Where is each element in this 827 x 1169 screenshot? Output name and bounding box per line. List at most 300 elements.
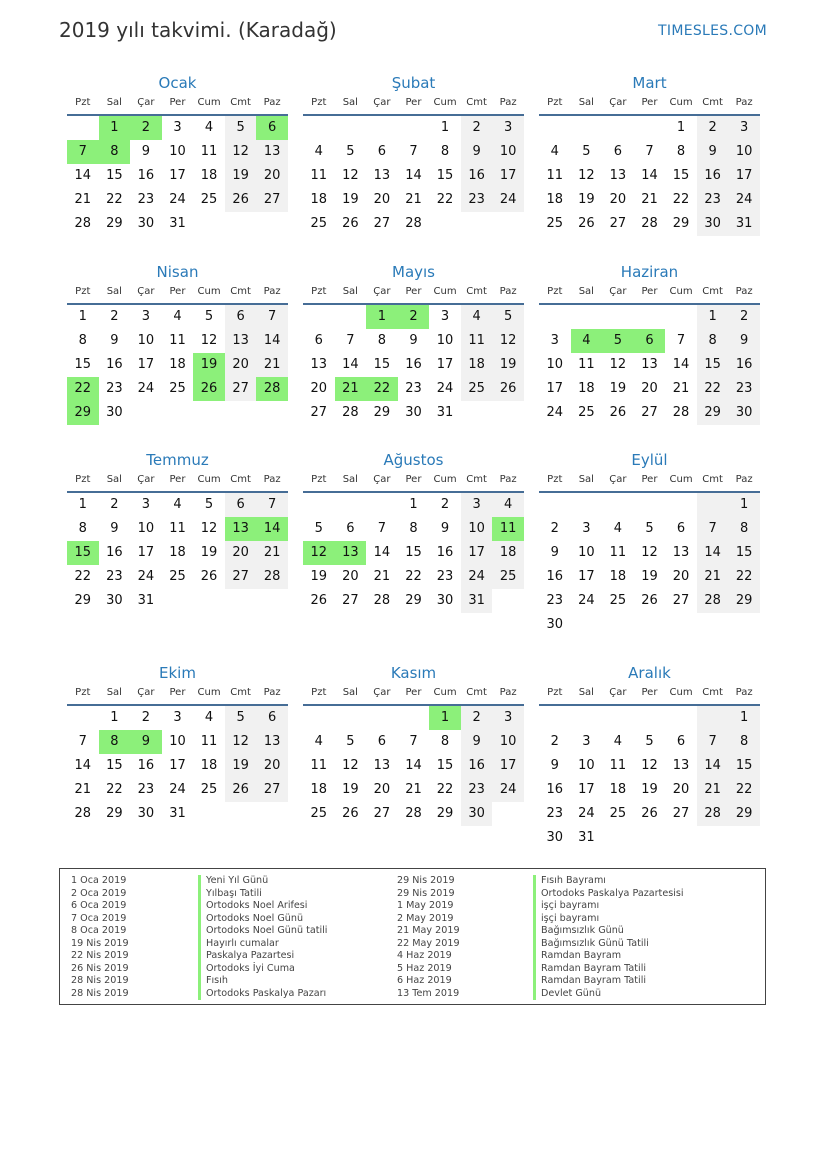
empty-cell [634,826,666,850]
day-cell: 9 [110,521,119,536]
day-cell: 30 [137,216,155,231]
day-cell: 22 [405,569,422,584]
day-cell: 24 [492,778,524,802]
empty-cell [303,116,335,140]
day-cell: 29 [728,802,760,826]
month-calendar [67,259,288,425]
weekday-label: Sal [106,474,122,485]
empty-cell [571,493,603,517]
month-name: Mart [632,74,667,92]
weekday-label: Paz [499,687,517,698]
day-cell: 10 [169,144,186,159]
legend-holiday-name: işçi bayramı [533,900,684,913]
day-cell: 12 [342,168,359,183]
day-cell: 1 [429,706,461,730]
day-cell: 17 [436,357,454,372]
day-cell: 27 [672,806,690,821]
weekday-label: Çar [373,97,391,108]
day-cell: 10 [137,521,155,536]
weekday-label: Per [641,474,658,485]
legend-date: 22 Nis 2019 [71,950,129,961]
weekday-label: Cum [669,97,693,108]
weekday-label: Pzt [547,286,563,297]
day-cell: 11 [609,758,627,773]
day-cell: 24 [578,806,595,821]
day-cell: 21 [697,778,729,802]
empty-cell [571,305,603,329]
day-cell: 11 [492,517,524,541]
day-cell: 7 [346,333,355,348]
day-cell: 3 [461,493,493,517]
empty-cell [602,493,634,517]
legend-date: 13 Tem 2019 [397,987,460,999]
day-cell: 21 [641,192,658,207]
day-grid [303,116,524,236]
day-cell: 30 [697,212,729,236]
empty-cell [335,493,367,517]
month-name: Ağustos [383,451,444,469]
empty-cell [571,706,603,730]
month-calendar [303,447,524,613]
day-cell: 19 [225,164,257,188]
day-cell: 23 [137,782,155,797]
weekday-header [539,471,760,493]
legend-holiday-name: Yeni Yıl Günü [198,875,327,888]
day-cell: 4 [613,734,623,749]
day-cell: 8 [99,730,131,754]
day-cell: 28 [342,405,359,420]
day-cell: 19 [193,353,225,377]
day-cell: 8 [728,730,760,754]
legend-holiday-name: Fısıh [198,975,327,988]
day-cell: 25 [461,377,493,401]
weekday-label: Sal [342,687,358,698]
empty-cell [398,116,430,140]
day-cell: 7 [645,144,654,159]
day-cell: 17 [578,569,595,584]
day-cell: 29 [67,401,99,425]
day-cell: 31 [728,212,760,236]
empty-cell [602,116,634,140]
day-cell: 22 [366,377,398,401]
day-cell: 14 [256,329,288,353]
day-cell: 5 [346,144,355,159]
weekday-label: Çar [609,286,627,297]
day-cell: 15 [436,168,454,183]
day-cell: 18 [200,758,218,773]
weekday-label: Cmt [230,97,251,108]
day-cell: 29 [74,593,92,608]
empty-cell [634,613,666,637]
weekday-label: Per [405,474,422,485]
weekday-label: Çar [137,286,155,297]
day-cell: 10 [728,140,760,164]
day-cell: 7 [256,493,288,517]
day-cell: 28 [256,565,288,589]
day-cell: 14 [672,357,690,372]
day-cell: 25 [200,782,218,797]
day-grid [67,305,288,425]
day-cell: 14 [641,168,658,183]
month-name: Ocak [158,74,197,92]
month-calendar [539,259,760,425]
empty-cell [697,826,729,850]
weekday-label: Sal [106,286,122,297]
empty-cell [366,116,398,140]
empty-cell [225,802,257,826]
day-cell: 20 [609,192,627,207]
month-calendar [539,447,760,637]
empty-cell [398,706,430,730]
day-cell: 25 [578,405,595,420]
day-grid [67,706,288,826]
day-cell: 26 [578,216,595,231]
weekday-label: Paz [499,286,517,297]
day-grid [539,116,760,236]
day-cell: 7 [67,140,99,164]
weekday-header [67,94,288,116]
weekday-label: Cmt [466,286,487,297]
day-grid [539,493,760,637]
day-cell: 8 [697,329,729,353]
day-cell: 26 [492,377,524,401]
weekday-label: Pzt [547,97,563,108]
day-cell: 29 [436,806,454,821]
day-cell: 27 [310,405,328,420]
day-cell: 13 [256,730,288,754]
legend-date: 28 Nis 2019 [71,987,129,999]
month-calendar [303,259,524,425]
weekday-label: Çar [137,687,155,698]
day-cell: 9 [728,329,760,353]
weekday-label: Sal [578,97,594,108]
day-cell: 5 [204,309,214,324]
day-cell: 9 [550,545,559,560]
day-cell: 27 [672,593,690,608]
weekday-label: Cmt [230,286,251,297]
day-cell: 13 [256,140,288,164]
day-cell: 6 [676,734,686,749]
day-cell: 30 [137,806,155,821]
day-cell: 1 [78,497,87,512]
day-cell: 16 [461,164,493,188]
day-cell: 26 [641,593,658,608]
day-cell: 29 [373,405,391,420]
day-cell: 27 [373,806,391,821]
legend-holiday-name: Bağımsızlık Günü [533,925,684,938]
weekday-label: Paz [499,474,517,485]
day-cell: 25 [200,192,218,207]
day-cell: 10 [436,333,454,348]
weekday-label: Sal [578,687,594,698]
month-calendar [67,70,288,236]
day-cell: 11 [310,758,328,773]
day-cell: 6 [634,329,666,353]
day-cell: 4 [314,144,323,159]
day-cell: 10 [492,140,524,164]
day-cell: 20 [672,782,690,797]
day-cell: 27 [609,216,627,231]
day-cell: 4 [461,305,493,329]
day-cell: 21 [256,353,288,377]
day-cell: 5 [645,734,654,749]
month-calendar [539,70,760,236]
day-cell: 9 [461,140,493,164]
day-cell: 22 [672,192,690,207]
empty-cell [256,589,288,613]
day-cell: 9 [440,521,450,536]
day-cell: 28 [373,593,391,608]
empty-cell [303,706,335,730]
month-name: Ekim [159,664,196,682]
day-cell: 1 [409,497,418,512]
empty-cell [225,401,257,425]
weekday-header [67,684,288,706]
legend-holiday-name: Ortodoks İyi Cuma [198,963,327,976]
weekday-label: Pzt [75,97,91,108]
day-cell: 19 [342,192,359,207]
day-cell: 18 [546,192,564,207]
empty-cell [366,493,398,517]
weekday-label: Sal [106,687,122,698]
day-cell: 12 [492,329,524,353]
weekday-label: Çar [137,474,155,485]
weekday-label: Cmt [702,687,723,698]
day-cell: 19 [641,569,658,584]
legend-dates-col-2 [397,875,460,1000]
day-cell: 28 [256,377,288,401]
day-cell: 19 [492,353,524,377]
weekday-label: Paz [735,286,753,297]
day-cell: 8 [409,521,418,536]
day-cell: 17 [578,782,595,797]
day-cell: 22 [67,377,99,401]
day-cell: 11 [169,521,186,536]
day-cell: 16 [461,754,493,778]
weekday-label: Paz [263,97,281,108]
day-grid [303,706,524,826]
day-cell: 1 [78,309,87,324]
weekday-label: Per [405,286,422,297]
weekday-label: Per [169,474,186,485]
empty-cell [67,116,99,140]
day-cell: 24 [137,569,155,584]
day-cell: 5 [582,144,591,159]
day-cell: 1 [697,305,729,329]
day-grid [303,493,524,613]
day-cell: 6 [225,305,257,329]
legend-date: 21 May 2019 [397,925,460,936]
day-cell: 20 [225,541,257,565]
day-cell: 14 [405,758,422,773]
legend-holiday-name: Fısıh Bayramı [533,875,684,888]
day-cell: 12 [200,333,218,348]
day-cell: 28 [74,216,92,231]
day-cell: 23 [137,192,155,207]
weekday-label: Per [169,97,186,108]
empty-cell [492,589,524,613]
day-cell: 23 [461,188,493,212]
day-cell: 13 [225,329,257,353]
day-cell: 16 [106,545,123,560]
day-cell: 6 [256,706,288,730]
day-cell: 17 [728,164,760,188]
day-cell: 3 [141,309,151,324]
day-cell: 8 [728,517,760,541]
empty-cell [539,116,571,140]
day-cell: 15 [67,541,99,565]
day-cell: 7 [256,305,288,329]
weekday-label: Per [169,687,186,698]
day-cell: 18 [578,381,595,396]
day-cell: 4 [613,521,623,536]
brand-link[interactable]: TIMESLES.COM [658,23,767,39]
day-cell: 9 [409,333,418,348]
month-calendar [539,660,760,850]
day-cell: 19 [225,754,257,778]
page-title: 2019 yılı takvimi. (Karadağ) [59,18,337,42]
day-cell: 27 [641,405,658,420]
day-cell: 18 [310,782,328,797]
day-cell: 18 [461,353,493,377]
empty-cell [193,802,225,826]
day-cell: 21 [373,569,391,584]
month-calendar [303,70,524,236]
empty-cell [335,305,367,329]
day-cell: 4 [550,144,559,159]
legend-date: 28 Nis 2019 [71,975,129,986]
day-cell: 10 [578,758,595,773]
empty-cell [602,613,634,637]
day-cell: 26 [342,216,359,231]
day-cell: 3 [582,521,591,536]
day-cell: 3 [440,309,450,324]
day-cell: 2 [398,305,430,329]
day-cell: 23 [106,569,123,584]
legend-date: 19 Nis 2019 [71,937,129,949]
weekday-label: Per [641,286,658,297]
weekday-header [303,471,524,493]
empty-cell [366,706,398,730]
day-cell: 27 [225,565,257,589]
day-cell: 20 [256,754,288,778]
day-cell: 15 [106,168,123,183]
day-cell: 15 [728,754,760,778]
weekday-label: Pzt [311,286,327,297]
weekday-label: Pzt [311,474,327,485]
weekday-label: Cmt [230,474,251,485]
empty-cell [492,401,524,425]
day-cell: 16 [546,569,564,584]
day-cell: 4 [204,710,214,725]
day-cell: 1 [110,710,119,725]
empty-cell [492,212,524,236]
month-name: Kasım [390,664,437,682]
day-cell: 27 [256,778,288,802]
day-cell: 6 [225,493,257,517]
empty-cell [303,305,335,329]
day-cell: 6 [346,521,355,536]
day-cell: 21 [672,381,690,396]
day-cell: 19 [200,545,218,560]
day-cell: 11 [578,357,595,372]
day-cell: 23 [461,778,493,802]
day-cell: 17 [137,357,155,372]
weekday-label: Cum [433,97,457,108]
day-cell: 11 [461,329,493,353]
day-cell: 26 [225,188,257,212]
weekday-label: Paz [735,97,753,108]
empty-cell [539,305,571,329]
day-cell: 1 [728,706,760,730]
day-cell: 3 [550,333,559,348]
holiday-legend [59,868,766,1005]
day-cell: 17 [169,168,186,183]
weekday-label: Cmt [466,97,487,108]
day-cell: 26 [193,377,225,401]
weekday-label: Çar [373,286,391,297]
day-cell: 31 [169,216,186,231]
day-cell: 12 [303,541,335,565]
weekday-label: Sal [578,474,594,485]
day-cell: 20 [310,381,328,396]
legend-holiday-name: Ortodoks Noel Günü tatili [198,925,327,938]
empty-cell [602,706,634,730]
day-cell: 28 [405,216,422,231]
weekday-header [539,94,760,116]
day-cell: 2 [130,116,162,140]
day-cell: 26 [342,806,359,821]
month-name: Aralık [628,664,671,682]
weekday-label: Paz [263,687,281,698]
weekday-label: Çar [609,687,627,698]
day-cell: 30 [436,593,454,608]
day-cell: 17 [492,164,524,188]
day-grid [539,706,760,850]
weekday-label: Cmt [466,687,487,698]
day-cell: 14 [373,545,391,560]
weekday-label: Çar [609,474,627,485]
day-cell: 6 [676,521,686,536]
day-cell: 21 [74,782,92,797]
day-cell: 18 [609,569,627,584]
weekday-label: Pzt [75,286,91,297]
weekday-label: Cum [433,286,457,297]
day-cell: 22 [697,377,729,401]
month-name: Mayıs [392,263,435,281]
day-cell: 18 [200,168,218,183]
weekday-label: Paz [735,687,753,698]
empty-cell [728,826,760,850]
day-cell: 15 [728,541,760,565]
day-cell: 22 [106,192,123,207]
day-cell: 3 [492,116,524,140]
day-cell: 1 [366,305,398,329]
day-cell: 3 [173,710,182,725]
empty-cell [634,706,666,730]
legend-holiday-name: Devlet Günü [533,988,684,1001]
day-cell: 8 [78,521,87,536]
day-cell: 5 [492,305,524,329]
day-cell: 30 [405,405,422,420]
day-cell: 30 [728,401,760,425]
weekday-label: Cum [197,286,221,297]
day-cell: 14 [405,168,422,183]
month-name: Temmuz [146,451,209,469]
day-cell: 21 [405,782,422,797]
legend-holiday-name: Hayırlı cumalar [198,938,327,951]
empty-cell [335,116,367,140]
